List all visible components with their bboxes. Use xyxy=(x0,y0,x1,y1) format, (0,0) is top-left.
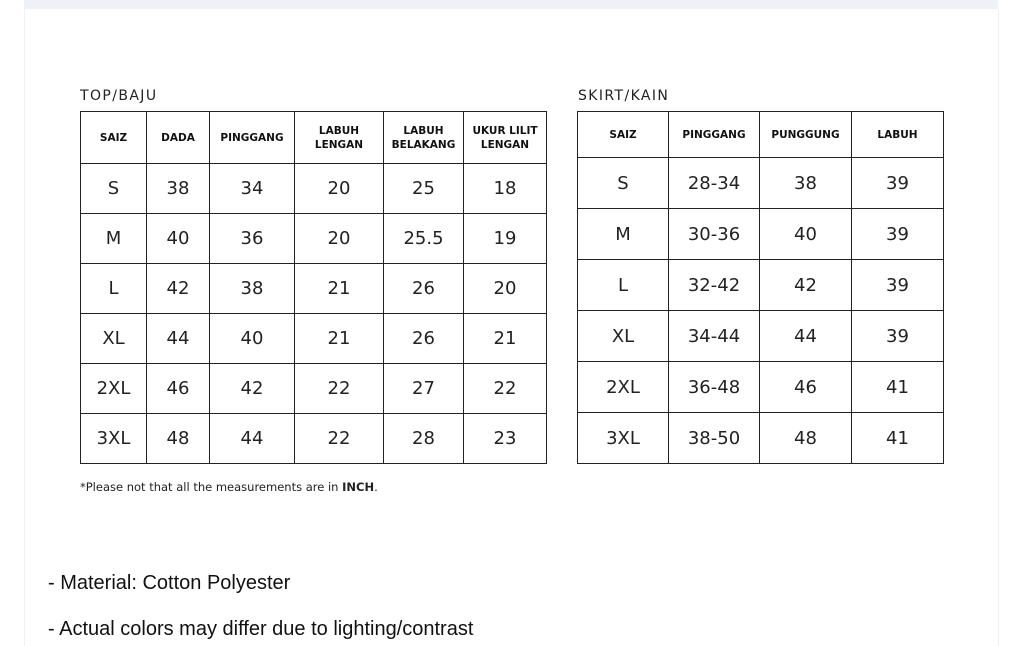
colors-disclaimer-bullet: - Actual colors may differ due to lighting/contrast xyxy=(48,618,474,640)
table-cell: 42 xyxy=(760,260,852,311)
table-cell: 39 xyxy=(852,260,944,311)
table-row xyxy=(81,214,547,264)
note-suffix: . xyxy=(374,480,378,494)
table-cell: 44 xyxy=(210,414,295,464)
table-cell: 46 xyxy=(147,364,210,414)
table-cell: 21 xyxy=(295,314,384,364)
table-cell: L xyxy=(81,264,147,314)
table-cell: 3XL xyxy=(578,413,669,464)
table-cell: 27 xyxy=(384,364,464,414)
skirt-size-table xyxy=(577,111,944,464)
table-row xyxy=(578,260,944,311)
table-cell: 38 xyxy=(210,264,295,314)
table-cell: 40 xyxy=(760,209,852,260)
table-row xyxy=(81,164,547,214)
top-table-title: TOP/BAJU xyxy=(80,88,158,104)
table-cell: L xyxy=(578,260,669,311)
table-cell: 38-50 xyxy=(669,413,760,464)
table-cell: 34 xyxy=(210,164,295,214)
table-cell: 38 xyxy=(760,158,852,209)
top-table-header: LABUH LENGAN xyxy=(295,112,384,164)
table-row xyxy=(81,364,547,414)
table-cell: 2XL xyxy=(578,362,669,413)
table-cell: 19 xyxy=(464,214,547,264)
table-cell: 20 xyxy=(464,264,547,314)
note-unit: INCH xyxy=(342,480,375,494)
table-cell: 42 xyxy=(210,364,295,414)
table-cell: 21 xyxy=(295,264,384,314)
table-cell: 22 xyxy=(295,364,384,414)
table-row xyxy=(578,158,944,209)
table-row xyxy=(81,264,547,314)
table-cell: 38 xyxy=(147,164,210,214)
table-cell: 48 xyxy=(760,413,852,464)
table-cell: 25 xyxy=(384,164,464,214)
top-table-header: PINGGANG xyxy=(210,112,295,164)
table-cell: 20 xyxy=(295,164,384,214)
measurement-note xyxy=(80,480,378,494)
table-row xyxy=(578,311,944,362)
table-cell: 39 xyxy=(852,158,944,209)
table-cell: 40 xyxy=(210,314,295,364)
table-cell: M xyxy=(578,209,669,260)
table-cell: 25.5 xyxy=(384,214,464,264)
top-table-header: UKUR LILIT LENGAN xyxy=(464,112,547,164)
table-cell: 44 xyxy=(147,314,210,364)
table-cell: 41 xyxy=(852,413,944,464)
table-row xyxy=(578,209,944,260)
table-cell: 3XL xyxy=(81,414,147,464)
material-bullet: - Material: Cotton Polyester xyxy=(48,572,291,594)
table-cell: 40 xyxy=(147,214,210,264)
table-cell: 32-42 xyxy=(669,260,760,311)
skirt-table-header: PUNGGUNG xyxy=(760,112,852,158)
table-cell: 20 xyxy=(295,214,384,264)
top-table-header: SAIZ xyxy=(81,112,147,164)
table-row xyxy=(81,314,547,364)
table-cell: 39 xyxy=(852,209,944,260)
table-cell: 42 xyxy=(147,264,210,314)
skirt-table-header: LABUH xyxy=(852,112,944,158)
table-cell: 22 xyxy=(464,364,547,414)
top-table-header: DADA xyxy=(147,112,210,164)
table-row xyxy=(81,414,547,464)
top-size-table xyxy=(80,111,547,464)
skirt-table-title: SKIRT/KAIN xyxy=(578,88,670,104)
table-cell: 36 xyxy=(210,214,295,264)
table-cell: 34-44 xyxy=(669,311,760,362)
table-cell: 30-36 xyxy=(669,209,760,260)
table-cell: 28-34 xyxy=(669,158,760,209)
table-cell: 23 xyxy=(464,414,547,464)
top-table-header: LABUH BELAKANG xyxy=(384,112,464,164)
table-row xyxy=(578,413,944,464)
table-cell: XL xyxy=(578,311,669,362)
table-cell: 44 xyxy=(760,311,852,362)
table-cell: 41 xyxy=(852,362,944,413)
table-cell: 26 xyxy=(384,264,464,314)
table-cell: 39 xyxy=(852,311,944,362)
table-cell: 28 xyxy=(384,414,464,464)
table-cell: 18 xyxy=(464,164,547,214)
table-cell: 26 xyxy=(384,314,464,364)
skirt-table-header: PINGGANG xyxy=(669,112,760,158)
table-cell: 21 xyxy=(464,314,547,364)
table-row xyxy=(578,362,944,413)
table-cell: 22 xyxy=(295,414,384,464)
table-cell: S xyxy=(578,158,669,209)
table-cell: 48 xyxy=(147,414,210,464)
table-cell: 36-48 xyxy=(669,362,760,413)
skirt-table-header: SAIZ xyxy=(578,112,669,158)
table-cell: XL xyxy=(81,314,147,364)
table-cell: 46 xyxy=(760,362,852,413)
table-cell: 2XL xyxy=(81,364,147,414)
table-cell: M xyxy=(81,214,147,264)
table-cell: S xyxy=(81,164,147,214)
note-prefix: *Please not that all the measurements are in xyxy=(80,480,343,494)
